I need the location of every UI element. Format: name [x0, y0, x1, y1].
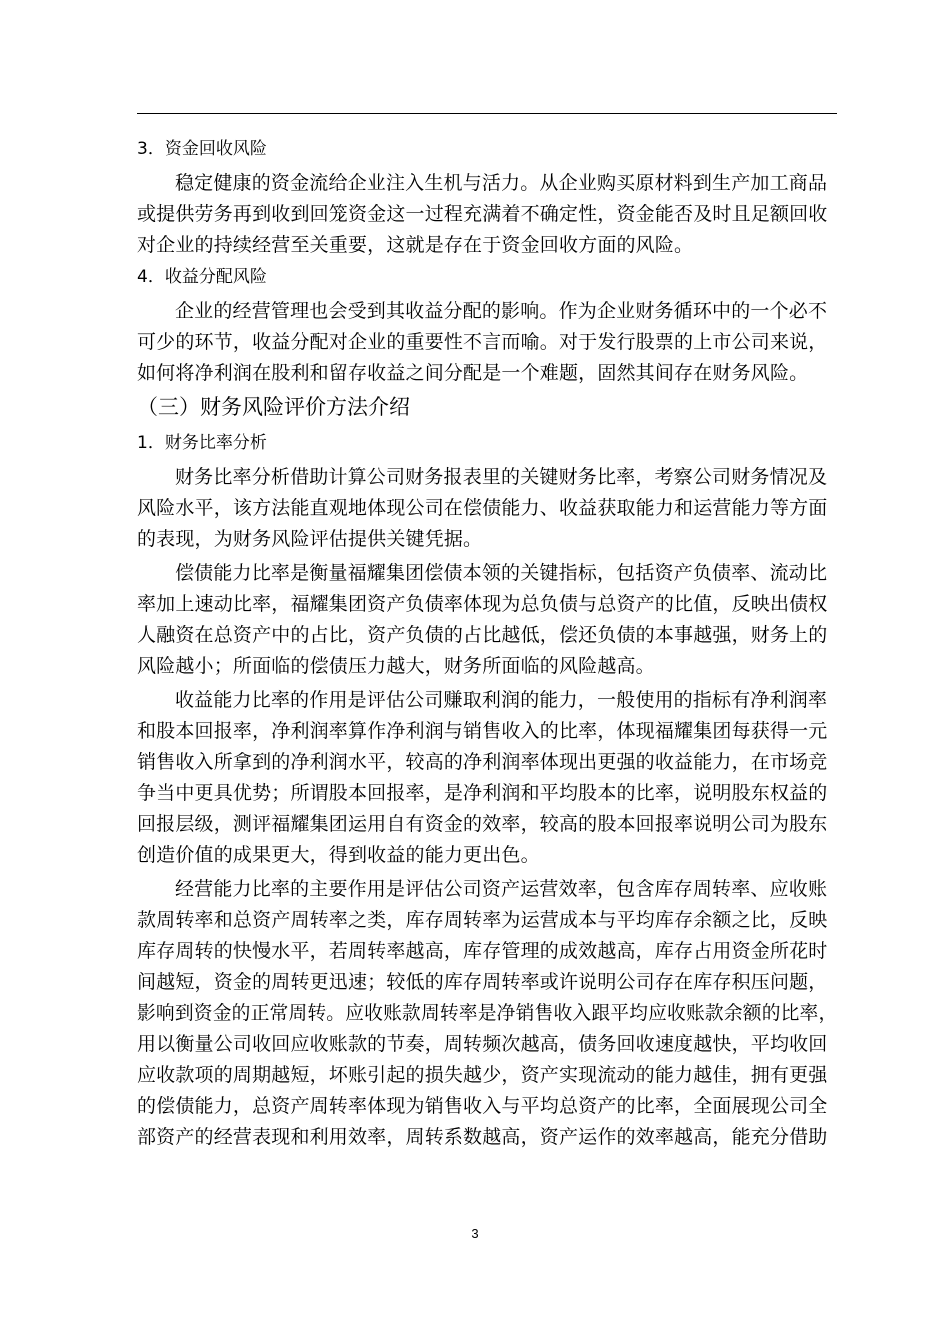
paragraph-solvency	[137, 558, 839, 682]
text-line: 影响到资金的正常周转。应收账款周转率是净销售收入跟平均应收账款余额的比率，	[137, 1003, 838, 1024]
paragraph-capital-recovery	[137, 168, 839, 261]
document-body	[137, 136, 839, 1156]
text-line: 销售收入所拿到的净利润水平，较高的净利润率体现出更强的收益能力，在市场竞	[137, 751, 828, 773]
text-line: 回报层级，测评福耀集团运用自有资金的效率，较高的股本回报率说明公司为股东	[137, 813, 828, 835]
text-line: 间越短，资金的周转更迅速；较低的库存周转率或许说明公司存在库存积压问题，	[137, 971, 828, 993]
heading-ratio-analysis: 1．财务比率分析	[137, 433, 267, 453]
text-line: 财务比率分析借助计算公司财务报表里的关键财务比率，考察公司财务情况及	[175, 466, 828, 488]
paragraph-profitability	[137, 685, 839, 871]
text-line: 人融资在总资产中的占比，资产负债的占比越低，偿还负债的本事越强，财务上的	[137, 624, 828, 646]
text-line: 可少的环节，收益分配对企业的重要性不言而喻。对于发行股票的上市公司来说，	[137, 331, 828, 353]
text-line: 创造价值的成果更大，得到收益的能力更出色。	[137, 844, 540, 866]
text-line: 和股本回报率，净利润率算作净利润与销售收入的比率，体现福耀集团每获得一元	[137, 720, 828, 742]
header-rule	[137, 113, 837, 114]
text-line: 款周转率和总资产周转率之类，库存周转率为运营成本与平均库存余额之比，反映	[137, 909, 828, 931]
text-line: 的偿债能力，总资产周转率体现为销售收入与平均总资产的比率，全面展现公司全	[137, 1095, 828, 1117]
text-line: 的表现，为财务风险评估提供关键凭据。	[137, 528, 483, 550]
text-line: 对企业的持续经营至关重要，这就是存在于资金回收方面的风险。	[137, 234, 694, 256]
paragraph-income-distribution	[137, 296, 839, 389]
text-line: 偿债能力比率是衡量福耀集团偿债本领的关键指标，包括资产负债率、流动比	[175, 562, 828, 584]
text-line: 经营能力比率的主要作用是评估公司资产运营效率，包含库存周转率、应收账	[175, 878, 828, 900]
heading-evaluation-methods: （三）财务风险评价方法介绍	[137, 395, 410, 419]
heading-income-distribution-risk: 4．收益分配风险	[137, 267, 267, 287]
page-number: 3	[471, 1226, 479, 1241]
text-line: 风险水平，该方法能直观地体现公司在偿债能力、收益获取能力和运营能力等方面	[137, 497, 828, 519]
paragraph-operating-capability	[137, 874, 839, 1153]
text-line: 收益能力比率的作用是评估公司赚取利润的能力，一般使用的指标有净利润率	[175, 689, 828, 711]
text-line: 如何将净利润在股利和留存收益之间分配是一个难题，固然其间存在财务风险。	[137, 362, 809, 384]
text-line: 部资产的经营表现和利用效率，周转系数越高，资产运作的效率越高，能充分借助	[137, 1126, 828, 1148]
text-line: 应收款项的周期越短，坏账引起的损失越少，资产实现流动的能力越佳，拥有更强	[137, 1064, 828, 1086]
text-line: 稳定健康的资金流给企业注入生机与活力。从企业购买原材料到生产加工商品	[175, 172, 828, 194]
paragraph-ratio-analysis	[137, 462, 839, 555]
heading-capital-recovery-risk: 3．资金回收风险	[137, 139, 267, 159]
text-line: 争当中更具优势；所谓股本回报率，是净利润和平均股本的比率，说明股东权益的	[137, 782, 828, 804]
text-line: 库存周转的快慢水平，若周转率越高，库存管理的成效越高，库存占用资金所花时	[137, 940, 828, 962]
text-line: 或提供劳务再到收到回笼资金这一过程充满着不确定性，资金能否及时且足额回收	[137, 203, 828, 225]
text-line: 率加上速动比率，福耀集团资产负债率体现为总负债与总资产的比值，反映出债权	[137, 593, 828, 615]
text-line: 用以衡量公司收回应收账款的节奏，周转频次越高，债务回收速度越快，平均收回	[137, 1033, 828, 1055]
text-line: 风险越小；所面临的偿债压力越大，财务所面临的风险越高。	[137, 655, 655, 677]
text-line: 企业的经营管理也会受到其收益分配的影响。作为企业财务循环中的一个必不	[175, 300, 828, 322]
